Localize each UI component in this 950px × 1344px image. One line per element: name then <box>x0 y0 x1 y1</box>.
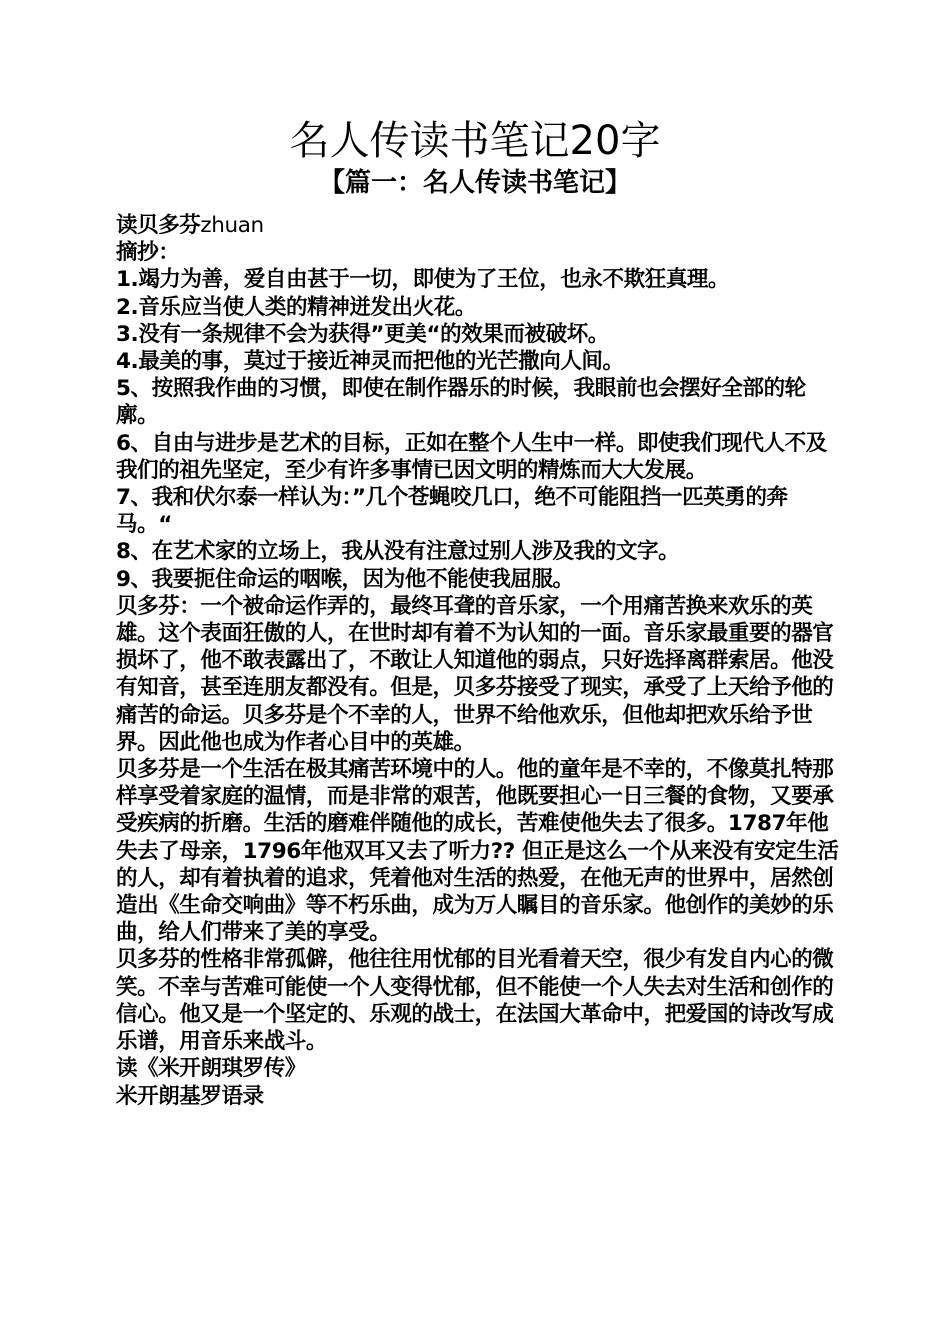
document-title: 名人传读书笔记20字 <box>289 118 661 164</box>
section-heading-text: 读贝多芬 <box>116 213 201 238</box>
quote-item: 2.音乐应当使人类的精神迸发出火花。 <box>116 294 476 320</box>
quote-item: 5、按照我作曲的习惯，即使在制作器乐的时候，我眼前也会摆好全部的轮廓。 <box>116 376 806 429</box>
section-heading <box>116 212 842 239</box>
quote-item: 8、在艺术家的立场上，我从没有注意过别人涉及我的文字。 <box>116 539 680 565</box>
section-heading-suffix: zhuan <box>200 213 264 238</box>
quote-item: 6、自由与进步是艺术的目标，正如在整个人生中一样。即使我们现代人不及我们的祖先坚定，至少有许多事情已因文明的精炼而大大发展。 <box>116 430 827 483</box>
quote-item: 1.竭力为善，爱自由甚于一切，即使为了王位，也永不欺狂真理。 <box>116 267 730 293</box>
quote-item: 7、我和伏尔泰一样认为：”几个苍蝇咬几口，绝不可能阻挡一匹英勇的奔马。“ <box>116 485 788 538</box>
document-body <box>116 212 842 1110</box>
document-subtitle: 【篇一：名人传读书笔记】 <box>318 168 631 198</box>
excerpt-label: 摘抄： <box>116 240 180 266</box>
next-section-heading: 读《米开朗琪罗传》 <box>116 1056 306 1082</box>
body-paragraph: 贝多芬是一个生活在极其痛苦环境中的人。他的童年是不幸的，不像莫扎特那样享受着家庭的温情，而是非常的艰苦，他既要担心一日三餐的食物，又要承受疾病的折磨。生活的磨难伴随他的成长，苦难使他失去了很多。1787年他失去了母亲，1796年他双耳又去了听力?? 但正是这么一个从来没有安定生活的人，却有着执着的追求，凭着他对生活的热爱，在他无声的世界中，居然创造出《生命交响曲》等不朽乐曲，成为万人瞩目的音乐家。他创作的美妙的乐曲，给人们带来了美的享受。 <box>116 757 839 946</box>
quote-item: 3.没有一条规律不会为获得”更美“的效果而被破坏。 <box>116 321 609 347</box>
quote-item: 9、我要扼住命运的咽喉，因为他不能使我屈服。 <box>116 566 574 592</box>
next-section-subheading: 米开朗基罗语录 <box>116 1083 264 1109</box>
body-paragraph: 贝多芬的性格非常孤僻，他往往用忧郁的目光看着天空，很少有发自内心的微笑。不幸与苦难可能使一个人变得忧郁，但不能使一个人失去对生活和创作的信心。他又是一个坚定的、乐观的战士，在法国大革命中，把爱国的诗改写成乐谱，用音乐来战斗。 <box>116 947 834 1055</box>
quote-item: 4.最美的事，莫过于接近神灵而把他的光芒撒向人间。 <box>116 349 624 375</box>
body-paragraph: 贝多芬：一个被命运作弄的，最终耳聋的音乐家，一个用痛苦换来欢乐的英雄。这个表面狂傲的人，在世时却有着不为认知的一面。音乐家最重要的器官损坏了，他不敢表露出了，不敢让人知道他的弱点，只好选择离群索居。他没有知音，甚至连朋友都没有。但是，贝多芬接受了现实，承受了上天给予他的痛苦的命运。贝多芬是个不幸的人，世界不给他欢乐，但他却把欢乐给予世界。因此他也成为作者心目中的英雄。 <box>116 593 834 755</box>
